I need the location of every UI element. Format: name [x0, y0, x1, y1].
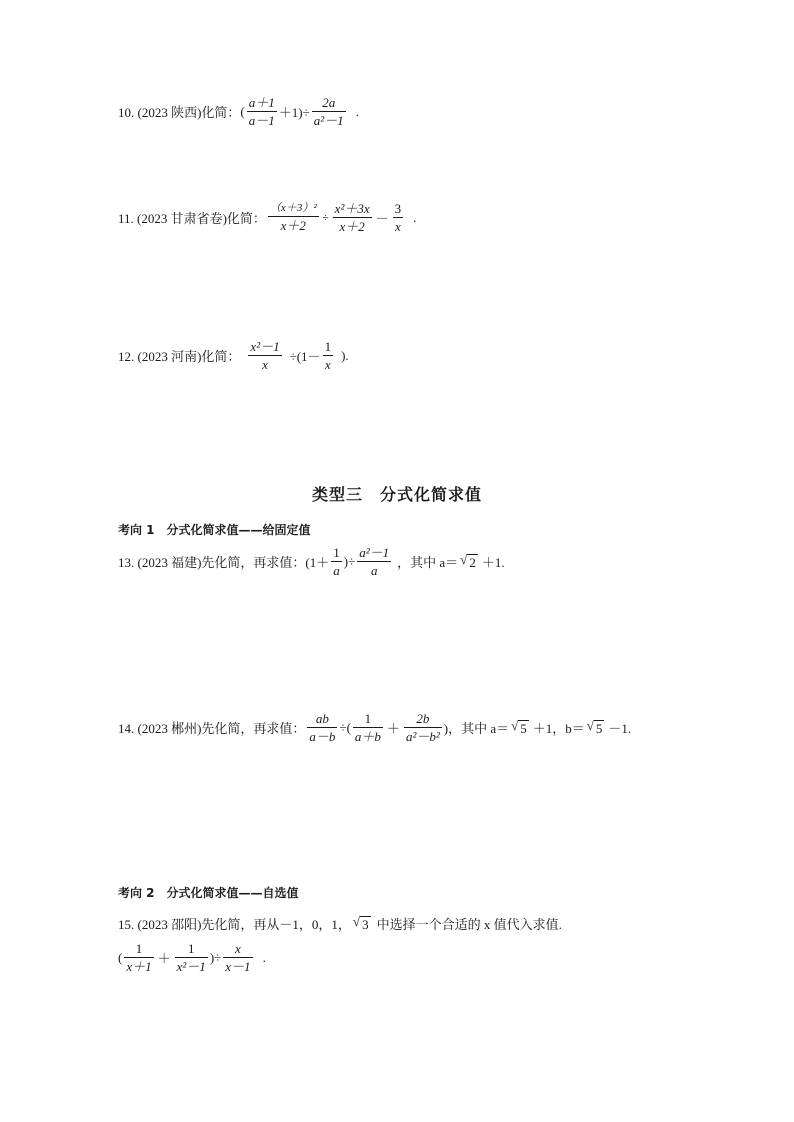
problem-11: 11. (2023 甘肃省卷)化简： $\frac{\text{（x＋3）²}}{x+2}$ ÷ $\frac{\text{x²＋3x}}{x+2}$ － $\frac{3}{x}$ . — [118, 201, 417, 234]
sqrt: √ 3 — [352, 914, 369, 932]
fraction: $\frac{\text{x²－1}}{x}$ — [250, 339, 280, 372]
fraction: $\frac{x}{x-1}$ — [225, 941, 251, 974]
fraction: $\frac{1}{a+b}$ — [354, 711, 381, 744]
problem-11-label: 11. (2023 甘肃省卷)化简： — [118, 211, 266, 226]
problem-15: 15. (2023 邵阳)先化简，再从－1，0，1， √ 3 中选择一个合适的 x 值代入求值. — [118, 914, 562, 932]
problem-12-label: 12. (2023 河南)化简： — [118, 349, 241, 364]
sqrt: √ 5 — [511, 718, 527, 736]
problem-10-label: 10. (2023 陕西)化简： — [118, 105, 241, 120]
section-heading: 类型三 分式化简求值 — [311, 485, 482, 504]
fraction: $\frac{2a}{\text{a²－1}}$ — [313, 95, 344, 128]
fraction: $\frac{\text{x²＋3x}}{x+2}$ — [334, 201, 370, 234]
fraction: $\frac{1}{x+1}$ — [126, 941, 152, 974]
sqrt: √ 5 — [586, 718, 603, 736]
sub-heading-1: 考向 1 分式化简求值——给固定值 — [118, 523, 311, 537]
problem-14: 14. (2023 郴州)先化简，再求值： $\frac{ab}{a-b}$ ÷( $\frac{1}{a+b}$ ＋ $\frac{2b}{\text{a²－b²}}$ )，其中 a＝ √ 5 ＋1，b＝ √ 5 －1. — [118, 711, 632, 744]
fraction: $\frac{\text{（x＋3）²}}{x+2}$ — [269, 202, 317, 233]
fraction: $\frac{2b}{\text{a²－b²}}$ — [405, 711, 440, 744]
fraction: $\frac{a+1}{a-1}$ — [248, 95, 275, 128]
problem-10: 10. (2023 陕西)化简： ( $\frac{a+1}{a-1}$ ＋1)÷ $\frac{2a}{\text{a²－1}}$ . — [118, 95, 359, 128]
fraction: $\frac{1}{\text{x²－1}}$ — [176, 941, 206, 974]
problem-13: 13. (2023 福建)先化简，再求值： (1＋ $\frac{1}{a}$ )÷ $\frac{\text{a²－1}}{a}$ ，其中 a＝ √ 2 ＋1. — [118, 545, 505, 578]
problem-12: 12. (2023 河南)化简： $\frac{\text{x²－1}}{x}$ ÷(1－ $\frac{1}{x}$ ). — [118, 339, 349, 372]
problem-13-label: 13. (2023 福建)先化简，再求值： — [118, 555, 306, 570]
fraction: $\frac{1}{a}$ — [333, 545, 340, 578]
fraction: $\frac{ab}{a-b}$ — [309, 711, 336, 744]
sub-heading-2: 考向 2 分式化简求值——自选值 — [118, 886, 299, 900]
problem-15-label: 15. (2023 邵阳)先化简，再从－1，0，1， — [118, 917, 351, 932]
problem-15-expression: ( $\frac{1}{x+1}$ ＋ $\frac{1}{\text{x²－1}}$ )÷ $\frac{x}{x-1}$ . — [118, 941, 266, 974]
problem-14-label: 14. (2023 郴州)先化简，再求值： — [118, 721, 306, 736]
fraction: $\frac{1}{x}$ — [324, 339, 332, 372]
fraction: $\frac{3}{x}$ — [394, 201, 402, 234]
sqrt: √ 2 — [460, 552, 476, 570]
fraction: $\frac{\text{a²－1}}{a}$ — [359, 545, 390, 578]
